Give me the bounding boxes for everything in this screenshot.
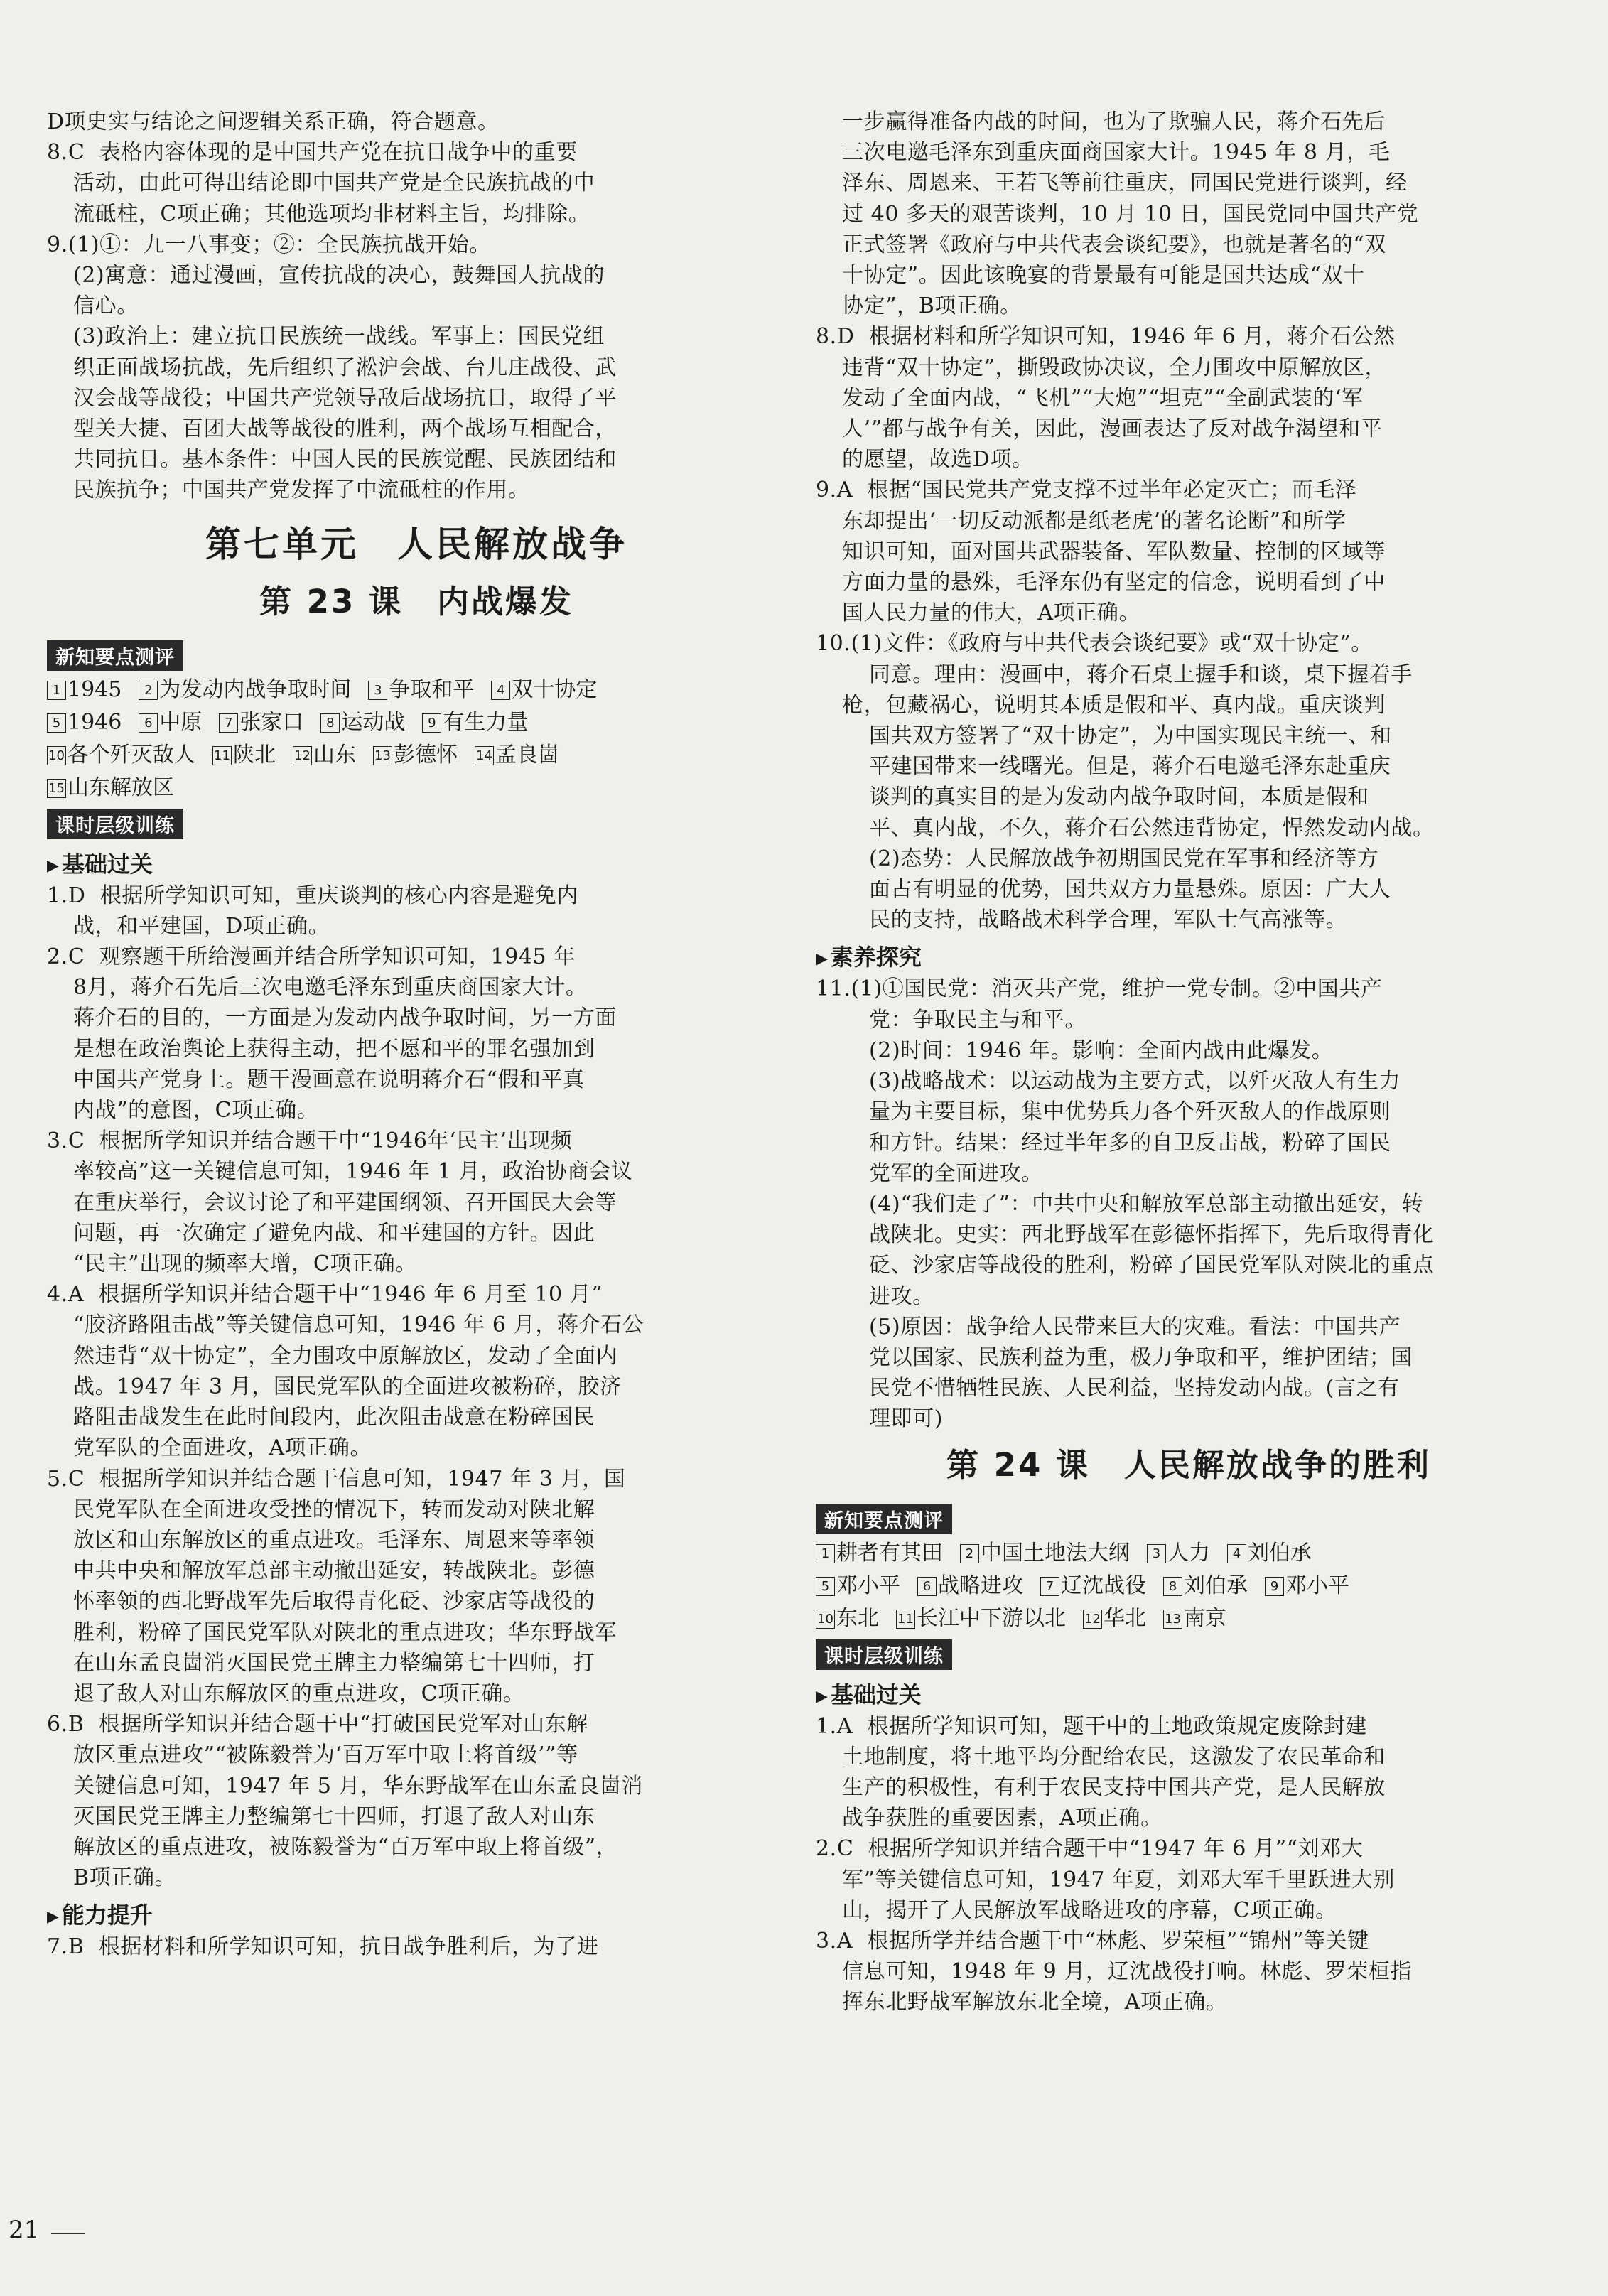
number-box: 3: [1147, 1544, 1166, 1563]
number-box: 5: [47, 713, 66, 733]
text-line: 协定”，B项正确。: [842, 293, 1022, 319]
number-box: 2: [139, 681, 158, 700]
text-line: 党军的全面进攻。: [869, 1160, 1043, 1186]
knowledge-answer: 运动战: [341, 709, 406, 735]
number-box: 15: [47, 779, 66, 798]
text-line: 发动了全面内战，“飞机”“大炮”“坦克”“全副武装的‘军: [842, 385, 1364, 411]
text-line: 胜利，粉碎了国民党军队对陕北的重点进攻；华东野战军: [73, 1619, 617, 1645]
right-column: [816, 107, 1562, 2018]
text-line: 民族抗争；中国共产党发挥了中流砥柱的作用。: [73, 478, 530, 503]
knowledge-points-23: [47, 674, 786, 804]
knowledge-row: [816, 1570, 1562, 1602]
text-line: 1.A 根据所学知识可知，题干中的土地政策规定废除封建: [816, 1713, 1368, 1739]
number-box: 8: [1163, 1577, 1182, 1596]
lesson-24-title: 第 24 课 人民解放战争的胜利: [946, 1445, 1431, 1484]
subsection-explore: ▶ 素养探究: [816, 944, 922, 971]
right-answers-basic: [816, 1711, 1562, 2018]
section-tag-new-knowledge: 新知要点测评: [47, 640, 183, 671]
knowledge-item: [1040, 1573, 1146, 1598]
number-box: 13: [373, 746, 392, 765]
text-line: 2.C 观察题干所给漫画并结合所学知识可知，1945 年: [47, 944, 576, 970]
section-tag-training: 课时层级训练: [47, 809, 183, 839]
left-answers-basic: [47, 880, 786, 1894]
triangle-icon: ▶: [816, 950, 828, 969]
text-line: 10.(1)文件：《政府与中共代表会谈纪要》或“双十协定”。: [816, 631, 1373, 657]
knowledge-item: [368, 677, 474, 702]
number-box: 7: [1040, 1577, 1059, 1596]
knowledge-points-24: [816, 1537, 1562, 1635]
text-line: “民主”出现的频率大增，C项正确。: [73, 1251, 417, 1277]
text-line: 东却提出‘一切反动派都是纸老虎’的著名论断”和所学: [842, 508, 1347, 534]
text-line: 量为主要目标，集中优势兵力各个歼灭敌人的作战原则: [869, 1099, 1391, 1125]
knowledge-item: [373, 743, 458, 767]
text-line: 生产的积极性，有利于农民支持中国共产党，是人民解放: [842, 1774, 1386, 1800]
knowledge-answer: 辽沈战役: [1061, 1573, 1146, 1598]
text-line: 三次电邀毛泽东到重庆面商国家大计。1945 年 8 月，毛: [842, 140, 1391, 166]
text-line: 3.C 根据所学知识并结合题干中“1946年‘民主’出现频: [47, 1128, 573, 1154]
knowledge-item: [816, 1606, 879, 1631]
knowledge-item: [896, 1606, 1066, 1631]
text-line: 国人民力量的伟大，A项正确。: [842, 600, 1141, 626]
knowledge-answer: 长江中下游以北: [917, 1605, 1066, 1631]
text-line: 正式签署《政府与中共代表会谈纪要》，也就是著名的“双: [842, 232, 1386, 257]
knowledge-answer: 东北: [836, 1605, 879, 1631]
knowledge-item: [475, 743, 559, 767]
knowledge-answer: 孟良崮: [495, 742, 559, 767]
text-line: B项正确。: [73, 1865, 177, 1891]
knowledge-item: [1147, 1541, 1210, 1565]
text-line: 谈判的真实目的是为发动内战争取时间，本质是假和: [869, 785, 1369, 810]
text-line: 9.A 根据“国民党共产党支撑不过半年必定灭亡；而毛泽: [816, 478, 1357, 503]
text-line: 民的支持，战略战术科学合理，军队士气高涨等。: [869, 907, 1348, 933]
number-box: 11: [896, 1610, 915, 1629]
knowledge-row: [47, 772, 786, 804]
text-line: 织正面战场抗战，先后组织了淞沪会战、台儿庄战役、武: [73, 355, 617, 380]
number-box: 3: [368, 681, 387, 700]
knowledge-answer: 1945: [68, 677, 122, 702]
number-box: 13: [1163, 1610, 1182, 1629]
text-line: 军”等关键信息可知，1947 年夏，刘邓大军千里跃进大别: [842, 1867, 1396, 1892]
text-line: 知识可知，面对国共武器装备、军队数量、控制的区域等: [842, 539, 1386, 564]
knowledge-item: [1265, 1573, 1349, 1598]
knowledge-answer: 陕北: [233, 742, 276, 767]
number-box: 12: [1083, 1610, 1102, 1629]
text-line: 过 40 多天的艰苦谈判，10 月 10 日，国民党同中国共产党: [842, 201, 1419, 227]
text-line: (4)“我们走了”：中共中央和解放军总部主动撤出延安，转: [869, 1191, 1423, 1217]
text-line: 平建国带来一线曙光。但是，蒋介石电邀毛泽东赴重庆: [869, 754, 1391, 780]
text-line: 挥东北野战军解放东北全境，A项正确。: [842, 1990, 1228, 2015]
text-line: “胶济路阻击战”等关键信息可知，1946 年 6 月，蒋介石公: [73, 1313, 644, 1338]
knowledge-row: [816, 1602, 1562, 1635]
text-line: 中共中央和解放军总部主动撤出延安，转战陕北。彭德: [73, 1558, 595, 1584]
number-box: 1: [47, 681, 66, 700]
text-line: 党军队的全面进攻，A项正确。: [73, 1435, 372, 1461]
knowledge-answer: 张家口: [239, 709, 304, 735]
text-line: 2.C 根据所学知识并结合题干中“1947 年 6 月”“刘邓大: [816, 1836, 1364, 1862]
text-line: 8.C 表格内容体现的是中国共产党在抗日战争中的重要: [47, 140, 578, 166]
right-answers-explore: [816, 974, 1562, 1434]
knowledge-item: [491, 677, 597, 702]
text-line: 平、真内战，不久，蒋介石公然违背协定，悍然发动内战。: [869, 815, 1435, 841]
unit-title: 第七单元 人民解放战争: [205, 523, 627, 565]
knowledge-item: [1227, 1541, 1312, 1565]
text-line: 解放区的重点进攻，被陈毅誉为“百万军中取上将首级”，: [73, 1834, 618, 1860]
text-line: 蒋介石的目的，一方面是为发动内战争取时间，另一方面: [73, 1006, 617, 1031]
knowledge-item: [960, 1541, 1130, 1565]
subsection-basic: ▶ 基础过关: [47, 850, 153, 878]
knowledge-row: [816, 1537, 1562, 1570]
number-box: 10: [47, 746, 66, 765]
knowledge-item: [816, 1541, 943, 1565]
knowledge-item: [219, 710, 303, 735]
lesson-23-title: 第 23 课 内战爆发: [259, 582, 573, 620]
triangle-icon: ▶: [47, 1908, 59, 1926]
knowledge-item: [47, 775, 174, 800]
knowledge-answer: 1946: [68, 709, 122, 735]
text-line: (2)时间：1946 年。影响：全面内战由此爆发。: [869, 1037, 1334, 1063]
subsection-basic: ▶ 基础过关: [816, 1681, 922, 1708]
knowledge-item: [1083, 1606, 1146, 1631]
text-line: 民党军队在全面进攻受挫的情况下，转而发动对陕北解: [73, 1497, 595, 1522]
text-line: 型关大捷、百团大战等战役的胜利，两个战场互相配合，: [73, 416, 617, 442]
number-box: 11: [212, 746, 232, 765]
knowledge-answer: 山东解放区: [68, 775, 174, 800]
page-rule: [51, 2233, 85, 2234]
left-column: [47, 107, 786, 1963]
knowledge-item: [47, 677, 122, 702]
text-line: 战。1947 年 3 月，国民党军队的全面进攻被粉碎，胶济: [73, 1374, 622, 1399]
text-line: (3)政治上：建立抗日民族统一战线。军事上：国民党组: [73, 324, 605, 350]
text-line: 6.B 根据所学知识并结合题干中“打破国民党军对山东解: [47, 1712, 588, 1737]
text-line: 中国共产党身上。题干漫画意在说明蒋介石“假和平真: [73, 1067, 585, 1092]
triangle-icon: ▶: [816, 1687, 828, 1705]
text-line: 汉会战等战役；中国共产党领导敌后战场抗日，取得了平: [73, 385, 617, 411]
text-line: 战陕北。史实：西北野战军在彭德怀指挥下，先后取得青化: [869, 1222, 1435, 1248]
triangle-icon: ▶: [47, 856, 59, 875]
number-box: 9: [1265, 1577, 1284, 1596]
knowledge-item: [422, 710, 528, 735]
knowledge-item: [1163, 1606, 1226, 1631]
knowledge-item: [139, 677, 351, 702]
left-answers-ability: [47, 1931, 786, 1962]
knowledge-answer: 各个歼灭敌人: [68, 742, 195, 767]
knowledge-answer: 山东: [313, 742, 356, 767]
number-box: 6: [139, 713, 158, 733]
page-number: 21: [9, 2216, 40, 2244]
number-box: 9: [422, 713, 441, 733]
left-answers-top: [47, 107, 786, 506]
text-line: (2)寓意：通过漫画，宣传抗战的决心，鼓舞国人抗战的: [73, 263, 605, 289]
knowledge-item: [816, 1573, 900, 1598]
text-line: 是想在政治舆论上获得主动，把不愿和平的罪名强加到: [73, 1036, 595, 1062]
knowledge-row: [47, 706, 786, 739]
number-box: 1: [816, 1544, 835, 1563]
number-box: 5: [816, 1577, 835, 1596]
text-line: 和方针。结果：经过半年多的自卫反击战，粉碎了国民: [869, 1130, 1391, 1155]
knowledge-answer: 争取和平: [389, 677, 475, 702]
text-line: (2)态势：人民解放战争初期国民党在军事和经济等方: [869, 846, 1379, 871]
knowledge-answer: 南京: [1184, 1605, 1226, 1631]
text-line: 灭国民党王牌主力整编第七十四师，打退了敌人对山东: [73, 1804, 595, 1829]
knowledge-item: [212, 743, 276, 767]
knowledge-row: [47, 739, 786, 772]
knowledge-answer: 人力: [1167, 1540, 1210, 1565]
text-line: 同意。理由：漫画中，蒋介石桌上握手和谈，桌下握着手: [869, 662, 1413, 687]
text-line: 十协定”。因此该晚宴的背景最有可能是国共达成“双十: [842, 263, 1365, 289]
text-line: 问题，再一次确定了避免内战、和平建国的方针。因此: [73, 1220, 595, 1246]
knowledge-answer: 双十协定: [512, 677, 598, 702]
text-line: 枪，包藏祸心，说明其本质是假和平、真内战。重庆谈判: [842, 692, 1386, 718]
text-line: 国共双方签署了“双十协定”，为中国实现民主统一、和: [869, 723, 1392, 749]
section-tag-training: 课时层级训练: [816, 1639, 952, 1670]
text-line: 5.C 根据所学知识并结合题干信息可知，1947 年 3 月，国: [47, 1466, 626, 1492]
text-line: 信息可知，1948 年 9 月，辽沈战役打响。林彪、罗荣桓指: [842, 1959, 1413, 1985]
text-line: 方面力量的悬殊，毛泽东仍有坚定的信念，说明看到了中: [842, 570, 1386, 595]
knowledge-answer: 刘伯承: [1184, 1573, 1248, 1598]
text-line: 违背“双十协定”，撕毁政协决议，全力围攻中原解放区，: [842, 355, 1387, 380]
text-line: 理即可): [869, 1406, 944, 1432]
knowledge-answer: 刘伯承: [1248, 1540, 1312, 1565]
knowledge-item: [320, 710, 405, 735]
text-line: 路阻击战发生在此时间段内，此次阻击战意在粉碎国民: [73, 1405, 595, 1430]
text-line: 战，和平建国，D项正确。: [73, 913, 330, 939]
text-line: 关键信息可知，1947 年 5 月，华东野战军在山东孟良崮消: [73, 1773, 644, 1799]
text-line: 党：争取民主与和平。: [869, 1007, 1086, 1033]
text-line: 率较高”这一关键信息可知，1946 年 1 月，政治协商会议: [73, 1159, 633, 1185]
number-box: 14: [475, 746, 494, 765]
knowledge-answer: 耕者有其田: [836, 1540, 943, 1565]
knowledge-row: [47, 674, 786, 706]
subsection-ability: ▶ 能力提升: [47, 1902, 153, 1929]
text-line: 流砥柱，C项正确；其他选项均非材料主旨，均排除。: [73, 201, 590, 227]
text-line: 共同抗日。基本条件：中国人民的民族觉醒、民族团结和: [73, 447, 617, 473]
number-box: 4: [491, 681, 510, 700]
text-line: 7.B 根据材料和所学知识可知，抗日战争胜利后，为了进: [47, 1934, 599, 1960]
text-line: 11.(1)①国民党：消灭共产党，维护一党专制。②中国共产: [816, 976, 1383, 1002]
number-box: 10: [816, 1610, 835, 1629]
text-line: 土地制度，将土地平均分配给农民，这激发了农民革命和: [842, 1744, 1386, 1769]
text-line: 面占有明显的优势，国共双方力量悬殊。原因：广大人: [869, 877, 1391, 902]
text-line: 在重庆举行，会议讨论了和平建国纲领、召开国民大会等: [73, 1190, 617, 1215]
text-line: 3.A 根据所学并结合题干中“林彪、罗荣桓”“锦州”等关键: [816, 1928, 1369, 1953]
text-line: 党以国家、民族利益为重，极力争取和平，维护团结；国: [869, 1344, 1413, 1370]
knowledge-answer: 中原: [159, 709, 203, 735]
text-line: 9.(1)①：九一八事变；②：全民族抗战开始。: [47, 232, 491, 257]
text-line: 放区和山东解放区的重点进攻。毛泽东、周恩来等率领: [73, 1527, 595, 1553]
text-line: 的愿望，故选D项。: [842, 447, 1034, 473]
text-line: 信心。: [73, 293, 139, 319]
text-line: 4.A 根据所学知识并结合题干中“1946 年 6 月至 10 月”: [47, 1282, 603, 1308]
knowledge-item: [293, 743, 356, 767]
section-tag-new-knowledge: 新知要点测评: [816, 1504, 952, 1534]
text-line: 8月，蒋介石先后三次电邀毛泽东到重庆商国家大计。: [73, 975, 588, 1001]
text-line: 山，揭开了人民解放军战略进攻的序幕，C项正确。: [842, 1897, 1337, 1923]
text-line: 民党不惜牺牲民族、人民利益，坚持发动内战。(言之有: [869, 1376, 1400, 1401]
knowledge-item: [1163, 1573, 1248, 1598]
knowledge-item: [47, 710, 122, 735]
text-line: 在山东孟良崮消灭国民党王牌主力整编第七十四师，打: [73, 1650, 595, 1676]
text-line: 8.D 根据材料和所学知识可知，1946 年 6 月，蒋介石公然: [816, 324, 1396, 350]
knowledge-answer: 战略进攻: [938, 1573, 1023, 1598]
text-line: D项史实与结论之间逻辑关系正确，符合题意。: [47, 109, 500, 134]
right-answers-top: [816, 107, 1562, 935]
number-box: 4: [1227, 1544, 1246, 1563]
text-line: 泽东、周恩来、王若飞等前往重庆，同国民党进行谈判，经: [842, 171, 1408, 196]
text-line: (3)战略战术：以运动战为主要方式，以歼灭敌人有生力: [869, 1069, 1401, 1094]
knowledge-item: [47, 743, 195, 767]
text-line: 战争获胜的重要因素，A项正确。: [842, 1806, 1162, 1831]
text-line: 一步赢得准备内战的时间，也为了欺骗人民，蒋介石先后: [842, 109, 1386, 134]
text-line: 退了敌人对山东解放区的重点进攻，C项正确。: [73, 1681, 525, 1706]
number-box: 6: [917, 1577, 937, 1596]
number-box: 8: [320, 713, 340, 733]
number-box: 12: [293, 746, 312, 765]
text-line: 怀率领的西北野战军先后取得青化砭、沙家店等战役的: [73, 1589, 595, 1615]
text-line: 放区重点进攻”“被陈毅誉为‘百万军中取上将首级’”等: [73, 1742, 578, 1768]
knowledge-item: [917, 1573, 1023, 1598]
knowledge-answer: 彭德怀: [394, 742, 458, 767]
text-line: 人’”都与战争有关，因此，漫画表达了反对战争渴望和平: [842, 416, 1383, 442]
knowledge-answer: 有生力量: [443, 709, 529, 735]
text-line: 进攻。: [869, 1283, 934, 1309]
knowledge-answer: 邓小平: [1285, 1573, 1349, 1598]
text-line: 活动，由此可得出结论即中国共产党是全民族抗战的中: [73, 171, 595, 196]
text-line: 然违背“双十协定”，全力围攻中原解放区，发动了全面内: [73, 1343, 618, 1369]
knowledge-answer: 中国土地法大纲: [981, 1540, 1130, 1565]
number-box: 2: [960, 1544, 979, 1563]
knowledge-answer: 华北: [1104, 1605, 1146, 1631]
text-line: 1.D 根据所学知识可知，重庆谈判的核心内容是避免内: [47, 883, 578, 908]
text-line: (5)原因：战争给人民带来巨大的灾难。看法：中国共产: [869, 1314, 1401, 1340]
text-line: 砭、沙家店等战役的胜利，粉碎了国民党军队对陕北的重点: [869, 1253, 1435, 1278]
number-box: 7: [219, 713, 238, 733]
knowledge-answer: 为发动内战争取时间: [159, 677, 352, 702]
text-line: 内战”的意图，C项正确。: [73, 1098, 319, 1123]
knowledge-answer: 邓小平: [836, 1573, 900, 1598]
knowledge-item: [139, 710, 202, 735]
